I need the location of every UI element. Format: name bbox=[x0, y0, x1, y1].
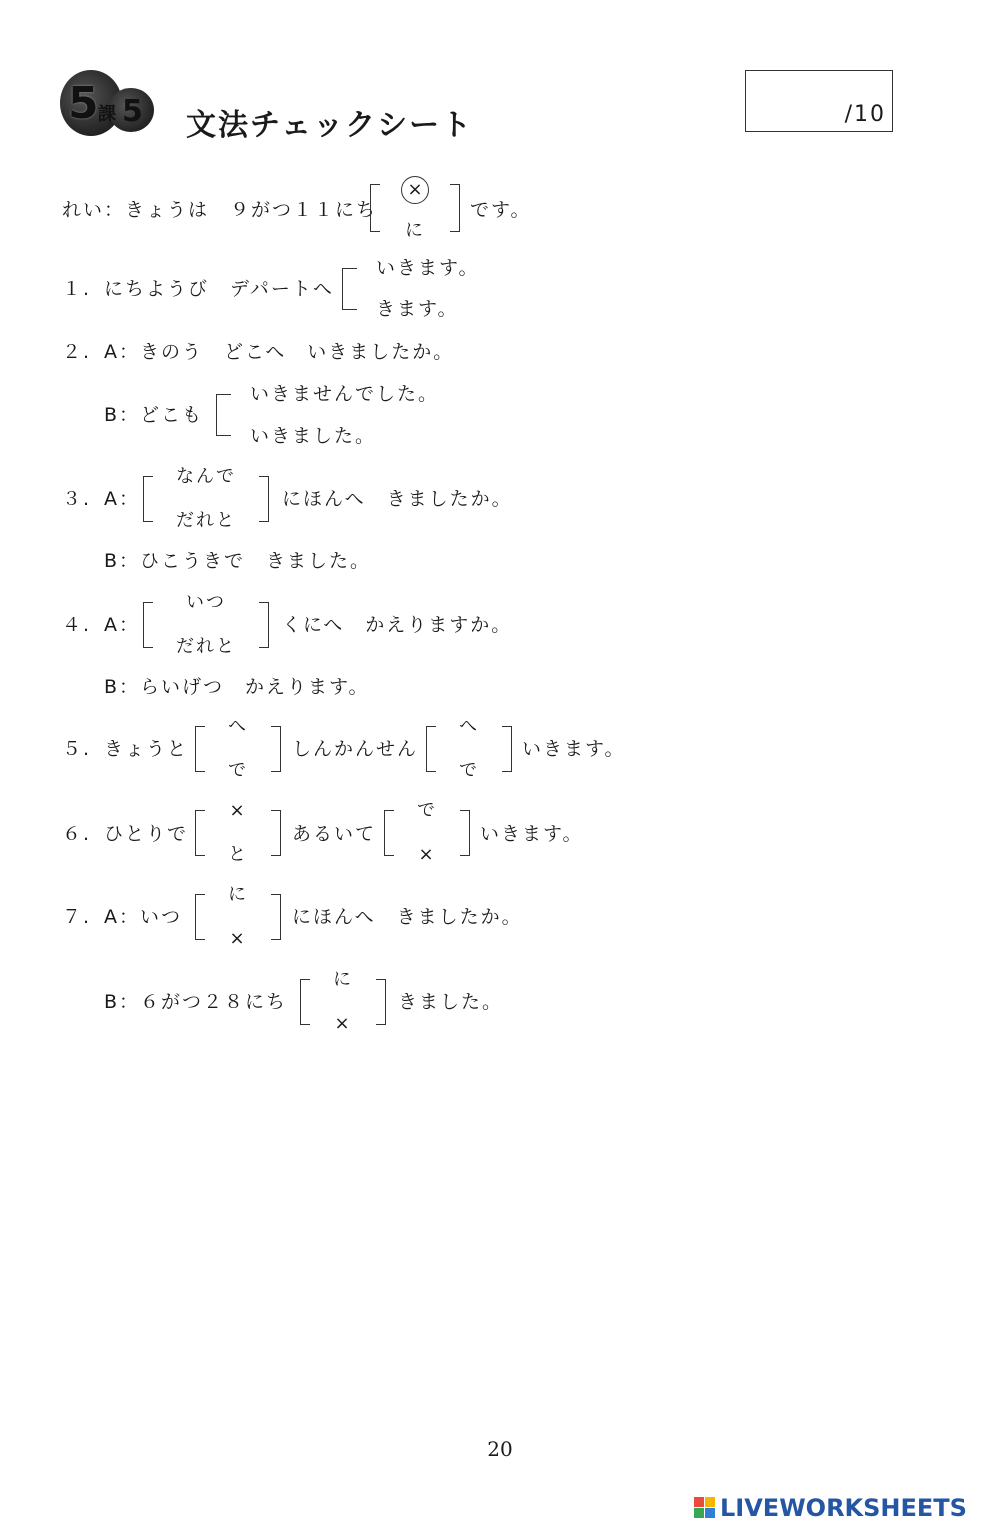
q5-choice-2[interactable] bbox=[426, 718, 512, 780]
example-answer-circled: × bbox=[401, 176, 429, 204]
q7-a-suffix: にほんへ きましたか。 bbox=[292, 906, 523, 928]
q4-a-suffix: くにへ かえりますか。 bbox=[282, 614, 513, 636]
q5-choice-2-bottom: で bbox=[459, 760, 479, 781]
q5-suffix: いきます。 bbox=[522, 738, 626, 760]
q6-suffix: いきます。 bbox=[480, 823, 584, 845]
q7-choice-2-bottom: × bbox=[334, 1013, 352, 1034]
q3-b-text: B：ひこうきで きました。 bbox=[104, 550, 372, 572]
q4-number: ４. bbox=[62, 614, 92, 636]
q5-prefix: きょうと bbox=[104, 738, 189, 760]
q5-number: ５. bbox=[62, 738, 92, 760]
q2-option-bottom[interactable]: いきました。 bbox=[250, 425, 377, 447]
q5-choice-1-top: へ bbox=[228, 716, 248, 737]
q1-number: １. bbox=[62, 278, 92, 300]
q3-number: ３. bbox=[62, 488, 92, 510]
q1-text: にちようび デパートへ bbox=[104, 278, 334, 300]
q3-choice[interactable] bbox=[143, 468, 269, 530]
q7-number: ７. bbox=[62, 906, 92, 928]
q4-a-prefix: A： bbox=[104, 614, 140, 636]
q2-b-prefix: B：どこも bbox=[104, 404, 204, 426]
q7-choice-2-top: に bbox=[333, 969, 353, 990]
q7-b-suffix: きました。 bbox=[398, 991, 504, 1013]
q6-middle: あるいて bbox=[292, 823, 377, 845]
score-box[interactable] bbox=[745, 70, 893, 132]
q6-prefix: ひとりで bbox=[104, 823, 189, 845]
lesson-kanji: 課 bbox=[98, 104, 116, 125]
q7-choice-2[interactable] bbox=[300, 971, 386, 1033]
score-total: /10 bbox=[844, 102, 886, 127]
liveworksheets-logo-text: LIVEWORKSHEETS bbox=[720, 1494, 967, 1522]
q6-choice-2-bottom: × bbox=[418, 844, 436, 865]
q7-choice-1-bottom: × bbox=[229, 928, 247, 949]
page-number: 20 bbox=[487, 1437, 513, 1461]
q4-choice[interactable] bbox=[143, 594, 269, 656]
q7-a-prefix: A：いつ bbox=[104, 906, 182, 928]
q3-option-top: なんで bbox=[176, 466, 236, 487]
lesson-number: 5 bbox=[68, 78, 99, 129]
lesson-number-secondary: 5 bbox=[122, 94, 143, 129]
example-option-bottom: に bbox=[405, 220, 425, 241]
q1-bracket bbox=[342, 268, 357, 310]
q2-option-top[interactable]: いきませんでした。 bbox=[250, 383, 440, 405]
q4-b-text: B：らいげつ かえります。 bbox=[104, 676, 370, 698]
example-choice[interactable] bbox=[370, 176, 460, 240]
q7-b-prefix: B：６がつ２８にち bbox=[104, 991, 288, 1013]
q4-option-top: いつ bbox=[186, 592, 226, 613]
q7-choice-1[interactable] bbox=[195, 886, 281, 948]
lesson-badge bbox=[58, 70, 154, 136]
q4-option-bottom: だれと bbox=[176, 636, 236, 657]
liveworksheets-logo-icon bbox=[694, 1497, 716, 1519]
q6-choice-1-bottom: と bbox=[228, 844, 248, 865]
q2-number: ２. bbox=[62, 341, 92, 363]
q1-option-top[interactable]: いきます。 bbox=[376, 257, 480, 279]
q7-choice-1-top: に bbox=[228, 884, 248, 905]
q3-a-prefix: A： bbox=[104, 488, 140, 510]
q6-choice-2-top: で bbox=[417, 800, 437, 821]
q6-number: ６. bbox=[62, 823, 92, 845]
q6-choice-1[interactable] bbox=[195, 802, 281, 864]
example-prefix: れい：きょうは ９がつ１１にち bbox=[62, 199, 378, 221]
q2-a-text: A：きのう どこへ いきましたか。 bbox=[104, 341, 455, 363]
q2-bracket bbox=[216, 394, 231, 436]
q3-a-suffix: にほんへ きましたか。 bbox=[282, 488, 513, 510]
q6-choice-1-top: × bbox=[229, 800, 247, 821]
q5-choice-1-bottom: で bbox=[228, 760, 248, 781]
page-title: 文法チェックシート bbox=[186, 108, 474, 143]
q5-middle: しんかんせん bbox=[292, 738, 419, 760]
q5-choice-1[interactable] bbox=[195, 718, 281, 780]
q3-option-bottom: だれと bbox=[176, 510, 236, 531]
q5-choice-2-top: へ bbox=[459, 716, 479, 737]
q6-choice-2[interactable] bbox=[384, 802, 470, 864]
liveworksheets-logo[interactable] bbox=[694, 1494, 967, 1522]
q1-option-bottom[interactable]: きます。 bbox=[376, 298, 459, 320]
example-suffix: です。 bbox=[470, 199, 532, 221]
